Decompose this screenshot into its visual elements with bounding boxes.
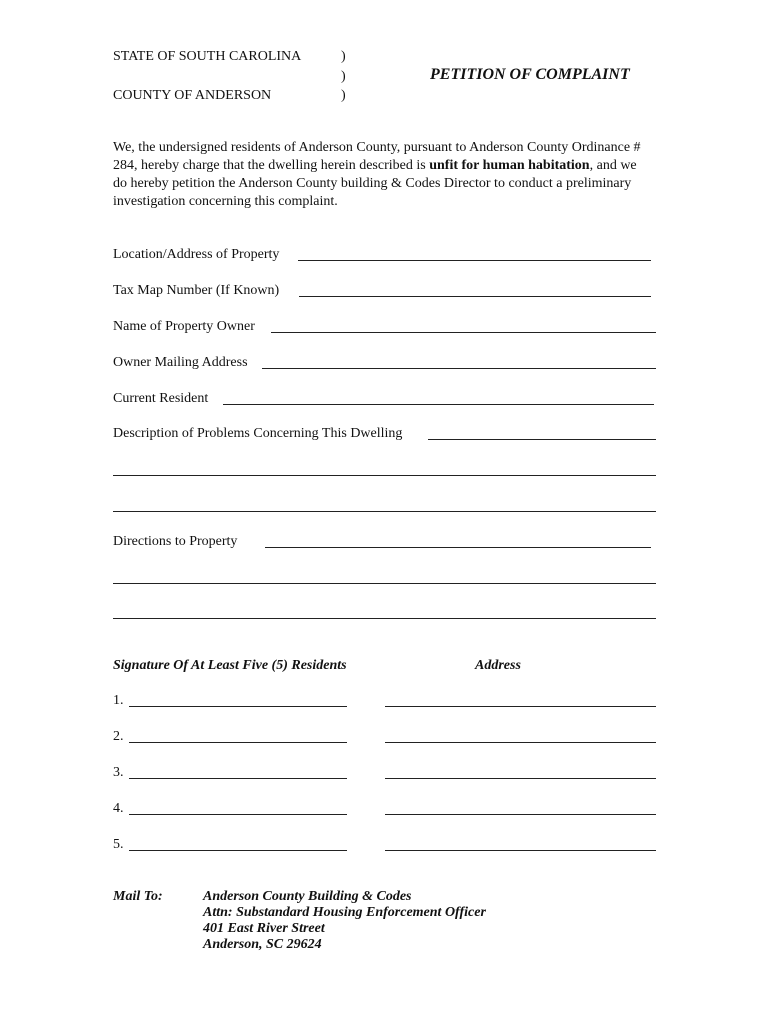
intro-text: We, the undersigned residents of Anderson County, pursuant to Anderson County Ordinance # 284, hereby charge that the dwelling herein described is [113, 140, 641, 173]
page-title: PETITION OF COMPLAINT [430, 66, 630, 83]
signature-field[interactable] [129, 850, 347, 851]
directions-field-line[interactable] [113, 618, 656, 619]
directions-field-line[interactable] [113, 583, 656, 584]
owner-address-field[interactable] [262, 368, 656, 369]
address-field[interactable] [385, 778, 656, 779]
signature-number: 3. [113, 765, 124, 780]
taxmap-label: Tax Map Number (If Known) [113, 283, 280, 298]
current-resident-label: Current Resident [113, 391, 209, 406]
intro-text: , and we do hereby petition the Anderson County building & Codes Director to conduct a preliminary investigation concerning this complaint. [113, 158, 637, 209]
mail-address-line: Anderson County Building & Codes [203, 889, 412, 904]
address-header: Address [475, 658, 521, 673]
signature-number: 1. [113, 693, 124, 708]
description-label: Description of Problems Concerning This Dwelling [113, 426, 403, 441]
mail-address-line: 401 East River Street [203, 921, 325, 936]
current-resident-field[interactable] [223, 404, 654, 405]
directions-label: Directions to Property [113, 534, 238, 549]
caption-paren: ) [341, 69, 346, 84]
mail-address-line: Attn: Substandard Housing Enforcement Officer [203, 905, 486, 920]
signature-field[interactable] [129, 742, 347, 743]
address-field[interactable] [385, 814, 656, 815]
directions-field[interactable] [265, 547, 651, 548]
owner-address-label: Owner Mailing Address [113, 355, 248, 370]
caption-paren: ) [341, 49, 346, 64]
signature-number: 5. [113, 837, 124, 852]
mail-address-line: Anderson, SC 29624 [203, 937, 322, 952]
caption-paren: ) [341, 88, 346, 103]
intro-paragraph [113, 139, 653, 211]
owner-name-label: Name of Property Owner [113, 319, 255, 334]
signature-field[interactable] [129, 706, 347, 707]
owner-name-field[interactable] [271, 332, 656, 333]
address-field[interactable] [385, 706, 656, 707]
mail-to-label: Mail To: [113, 889, 163, 904]
description-field-line[interactable] [113, 475, 656, 476]
taxmap-field[interactable] [299, 296, 651, 297]
signature-number: 4. [113, 801, 124, 816]
signature-field[interactable] [129, 778, 347, 779]
signature-header: Signature Of At Least Five (5) Residents [113, 658, 347, 673]
signature-field[interactable] [129, 814, 347, 815]
county-line: COUNTY OF ANDERSON [113, 88, 272, 103]
description-field[interactable] [428, 439, 656, 440]
state-line: STATE OF SOUTH CAROLINA [113, 49, 302, 64]
intro-bold-text: unfit for human habitation [429, 158, 590, 173]
signature-number: 2. [113, 729, 124, 744]
address-field[interactable] [385, 850, 656, 851]
description-field-line[interactable] [113, 511, 656, 512]
location-label: Location/Address of Property [113, 247, 280, 262]
address-field[interactable] [385, 742, 656, 743]
location-field[interactable] [298, 260, 651, 261]
